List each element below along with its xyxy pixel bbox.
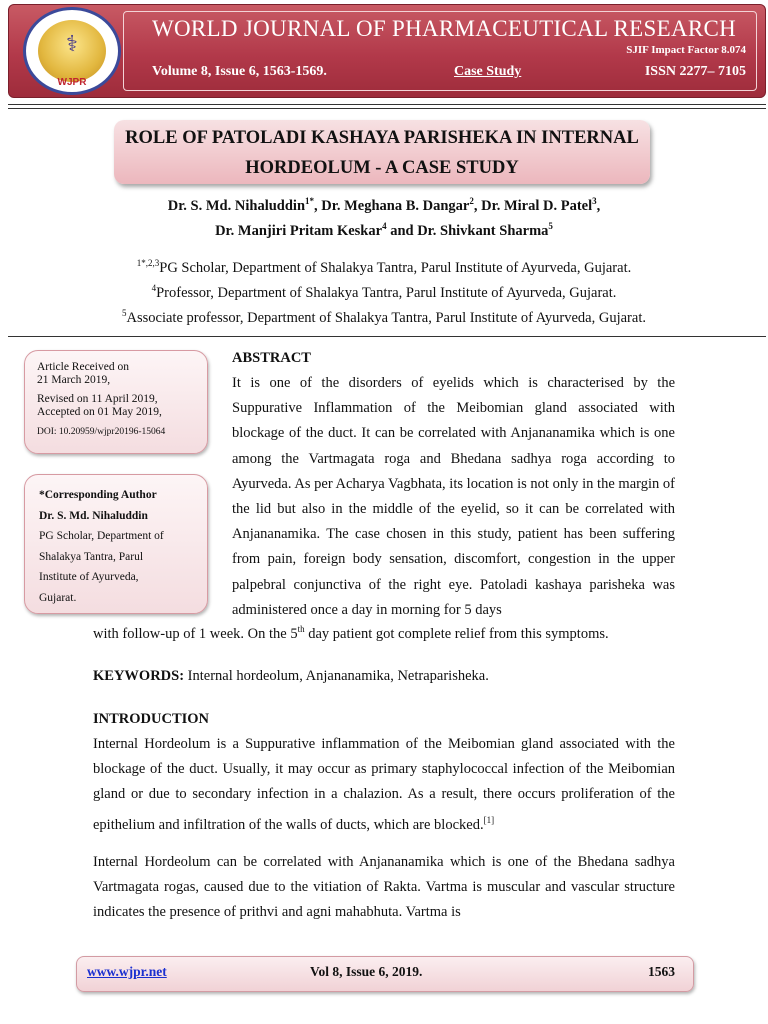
corresponding-affil: Gujarat. — [39, 591, 77, 604]
abstract-tail-text: with follow-up of 1 week. On the 5 — [93, 625, 298, 642]
issn: ISSN 2277– 7105 — [644, 64, 746, 79]
revised-date: Revised on 11 April 2019, — [37, 393, 158, 405]
author-sup: 3 — [592, 196, 597, 206]
introduction-paragraph — [93, 732, 675, 838]
divider — [8, 336, 766, 337]
corresponding-label: *Corresponding Author — [39, 489, 157, 501]
logo-text: WJPR — [57, 77, 87, 88]
abstract-heading: ABSTRACT — [232, 350, 311, 366]
author-sup: 2 — [469, 196, 474, 206]
author-name: and Dr. Shivkant Sharma — [386, 222, 549, 239]
author-sep: , — [596, 197, 601, 214]
affiliation-sup: 5 — [122, 308, 127, 318]
author-name: , Dr. Meghana B. Dangar — [314, 197, 470, 214]
journal-logo — [23, 7, 121, 95]
corresponding-author-box — [24, 474, 208, 614]
abstract-tail — [93, 624, 693, 643]
caduceus-icon: ⚕ — [66, 32, 78, 57]
author-list — [60, 221, 708, 240]
abstract-tail-text: day patient got complete relief from this symptoms. — [304, 625, 609, 642]
affiliation-sup: 1*,2,3 — [136, 258, 160, 268]
introduction-paragraph: Internal Hordeolum can be correlated with Anjananamika which is one of the Bhedana sadhya Vartmagata rogas, caused due to the vitiation of Rakta. Vartma is muscular and vascular structure indicates the presence of prithvi and agni mahabhuta. Vartma is — [93, 854, 675, 921]
divider — [8, 104, 766, 105]
corresponding-affil: PG Scholar, Department of — [39, 530, 164, 543]
received-date: 21 March 2019, — [37, 374, 111, 386]
page-number: 1563 — [648, 964, 675, 979]
affiliation-sup: 4 — [151, 283, 157, 293]
affiliation-text: Associate professor, Department of Shalakya Tantra, Parul Institute of Ayurveda, Gujarat. — [126, 309, 646, 326]
author-sup: 1* — [305, 196, 315, 206]
corresponding-affil: Institute of Ayurveda, — [39, 571, 139, 584]
article-type: Case Study — [454, 64, 522, 79]
accepted-date: Accepted on 01 May 2019, — [37, 406, 162, 418]
citation-ref[interactable]: [1] — [483, 814, 495, 825]
affiliation-text: PG Scholar, Department of Shalakya Tantra, Parul Institute of Ayurveda, Gujarat. — [159, 259, 632, 276]
article-title-line2: HORDEOLUM - A CASE STUDY — [245, 158, 519, 178]
author-sup: 5 — [548, 221, 553, 231]
affiliation — [40, 283, 728, 302]
journal-title-box — [123, 11, 757, 91]
footer-volume: Vol 8, Issue 6, 2019. — [310, 964, 423, 979]
introduction-heading: INTRODUCTION — [93, 711, 210, 727]
author-sup: 4 — [382, 221, 387, 231]
keywords-label: KEYWORDS: — [93, 668, 185, 684]
author-name: Dr. S. Md. Nihaluddin — [167, 197, 306, 214]
affiliation — [40, 258, 728, 277]
doi: DOI: 10.20959/wjpr20196-15064 — [37, 427, 166, 437]
corresponding-affil: Shalakya Tantra, Parul — [39, 550, 144, 563]
keywords-text: Internal hordeolum, Anjananamika, Netraparisheka. — [184, 668, 489, 684]
journal-header — [8, 4, 766, 98]
journal-title: WORLD JOURNAL OF PHARMACEUTICAL RESEARCH — [152, 16, 737, 41]
page-footer — [76, 956, 694, 992]
article-info-box — [24, 350, 208, 454]
divider — [8, 108, 766, 109]
volume-info: Volume 8, Issue 6, 1563-1569. — [152, 64, 327, 79]
affiliation-text: Professor, Department of Shalakya Tantra, Parul Institute of Ayurveda, Gujarat. — [156, 284, 617, 301]
author-list — [60, 196, 708, 215]
corresponding-name: Dr. S. Md. Nihaluddin — [39, 509, 148, 522]
author-name: Dr. Manjiri Pritam Keskar — [215, 222, 383, 239]
abstract-body: It is one of the disorders of eyelids which is characterised by the Suppurative Inflammation of the Meibomian gland associated with blockage of the duct. It can be correlated with Anjananamika which is one among the Vartmagata roga and Bhedana sadhya roga according to Ayurveda. As per Acharya Vagbhata, its location is not only in the margin of the lid but also in the middle of the eyelid, so it can be correlated with Anjananamika. The case chosen in this study, patient has been suffering from pain, foreign body sensation, discomfort, congestion in the upper palpebral conjunctiva of the right eye. Patoladi kashaya parisheka was administered once a day in morning for 5 days — [232, 375, 675, 618]
keywords — [93, 668, 489, 685]
author-name: , Dr. Miral D. Patel — [473, 197, 593, 214]
article-title — [114, 120, 650, 184]
article-title-line1: ROLE OF PATOLADI KASHAYA PARISHEKA IN INTERNAL — [125, 128, 639, 148]
received-label: Article Received on — [37, 361, 129, 373]
affiliation — [40, 308, 728, 327]
paragraph-text: Internal Hordeolum is a Suppurative inflammation of the Meibomian gland associated with the blockage of the duct. Usually, it may occur as primary staphylococcal infection of the Meibomian gland or due to secondary infection in a chalazion. As a result, there occurs proliferation of the epithelium and infiltration of the walls of ducts, which are blocked. — [93, 736, 675, 833]
impact-factor: SJIF Impact Factor 8.074 — [626, 44, 746, 56]
journal-url-link[interactable]: www.wjpr.net — [87, 964, 167, 979]
abstract-tail-sup: th — [297, 624, 305, 634]
